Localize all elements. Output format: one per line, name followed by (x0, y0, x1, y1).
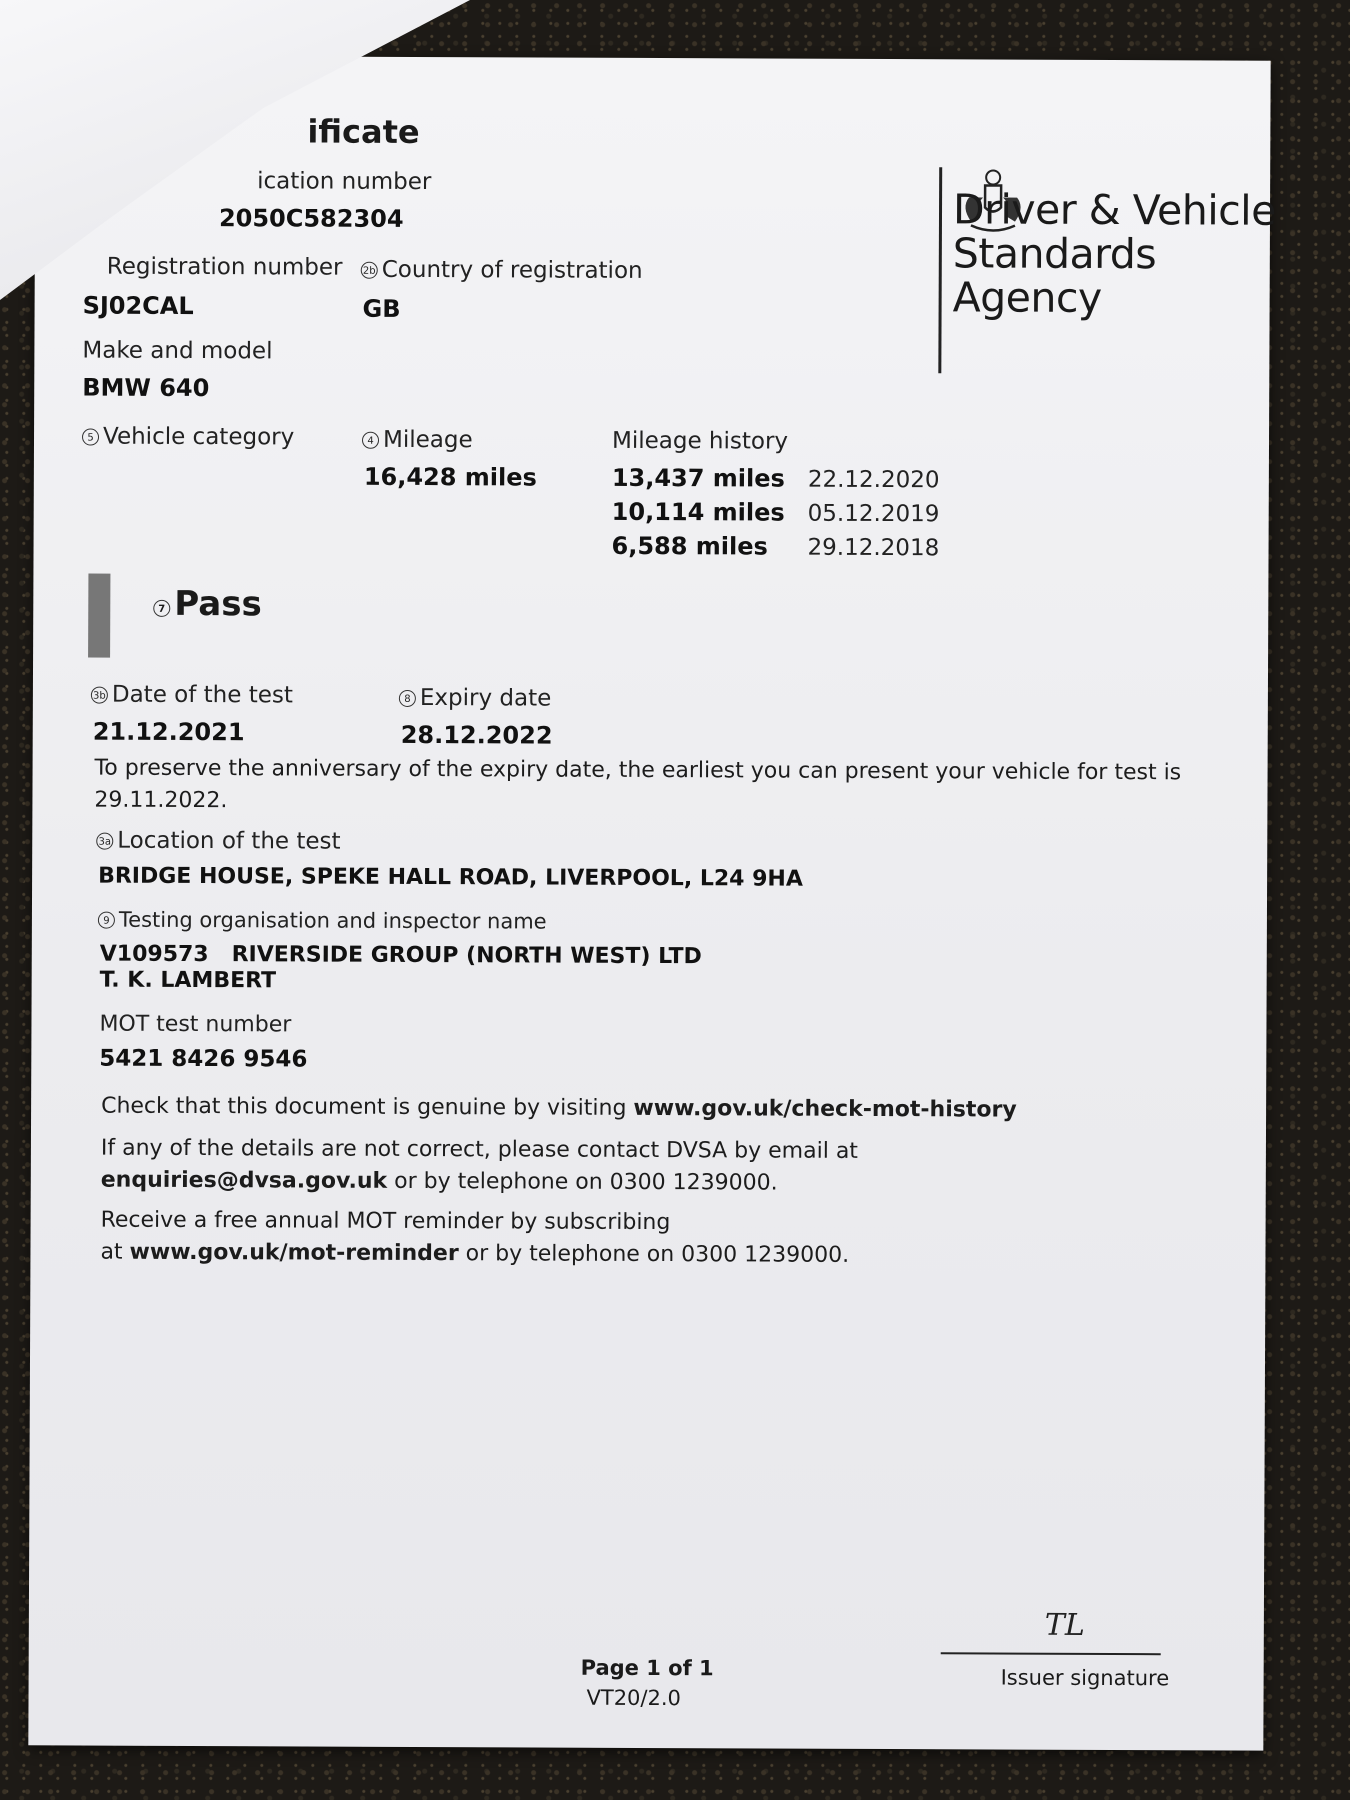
reminder-text-line1: Receive a free annual MOT reminder by subscribing (100, 1207, 671, 1236)
certificate-paper (28, 55, 1276, 1750)
issuer-signature-label: Issuer signature (1000, 1665, 1170, 1691)
expiry-note-line2: 29.11.2022. (94, 787, 228, 814)
check-genuine-text: Check that this document is genuine by visiting www.gov.uk/check-mot-history (101, 1093, 1017, 1123)
mileage-history-date: 22.12.2020 (807, 466, 940, 494)
organisation-label: 9 Testing organisation and inspector name (98, 908, 547, 934)
field-number-badge: 2b (361, 262, 378, 279)
field-number-badge: 9 (98, 912, 115, 929)
mot-reminder-link[interactable]: www.gov.uk/mot-reminder (129, 1239, 459, 1267)
registration-label: Registration number (106, 253, 343, 281)
contact-text-line1: If any of the details are not correct, please contact DVSA by email at (100, 1135, 859, 1164)
field-number-badge: 8 (399, 690, 416, 707)
organisation-value: V109573 RIVERSIDE GROUP (NORTH WEST) LTD (99, 941, 702, 970)
field-number-badge: 5 (82, 429, 99, 446)
make-model-value: BMW 640 (82, 373, 210, 403)
form-code: VT20/2.0 (586, 1685, 681, 1711)
mileage-value: 16,428 miles (363, 462, 537, 492)
mot-number-value: 5421 8426 9546 (99, 1045, 308, 1073)
field-number-badge: 4 (362, 432, 379, 449)
reminder-text-line2: at www.gov.uk/mot-reminder or by telephone on 0300 1239000. (100, 1239, 850, 1268)
certificate-number-label: ication number (257, 168, 432, 196)
expiry-date-label: 8 Expiry date (399, 685, 551, 712)
agency-name-line2: Standards (952, 229, 1157, 279)
agency-name-line3: Agency (952, 273, 1102, 322)
make-model-label: Make and model (82, 337, 273, 365)
mileage-history-date: 05.12.2019 (807, 500, 940, 528)
country-label: 2b Country of registration (361, 257, 643, 284)
result-marker-bar (88, 574, 110, 658)
mileage-history-label: Mileage history (611, 427, 789, 455)
test-date-label: 3b Date of the test (91, 682, 293, 709)
signature-line (941, 1652, 1161, 1655)
certificate-title: ificate (307, 112, 420, 151)
certificate-number-value: 2050C582304 (218, 204, 404, 233)
registration-value: SJ02CAL (82, 291, 194, 321)
contact-email-link[interactable]: enquiries@dvsa.gov.uk (100, 1167, 388, 1194)
country-value: GB (362, 294, 401, 323)
page-number: Page 1 of 1 (580, 1655, 714, 1681)
test-date-value: 21.12.2021 (92, 717, 245, 747)
field-number-badge: 3a (96, 833, 113, 850)
mileage-history-miles: 6,588 miles (611, 531, 768, 561)
vehicle-category-label: 5 Vehicle category (82, 424, 294, 451)
mileage-history-miles: 13,437 miles (611, 463, 785, 493)
field-number-badge: 7 (153, 600, 170, 617)
mileage-history-miles: 10,114 miles (611, 497, 785, 527)
expiry-date-value: 28.12.2022 (400, 720, 553, 750)
expiry-note-line1: To preserve the anniversary of the expiry date, the earliest you can present your vehicle for test is (94, 755, 1182, 786)
mileage-history-date: 29.12.2018 (807, 534, 940, 562)
result-pass: 7 Pass (153, 584, 262, 624)
logo-divider (938, 167, 942, 373)
issuer-signature-mark: TL (1044, 1607, 1085, 1643)
location-value: BRIDGE HOUSE, SPEKE HALL ROAD, LIVERPOOL, L24 9HA (98, 863, 803, 892)
location-label: 3a Location of the test (96, 828, 340, 855)
agency-name-line1: Driver & Vehicle (952, 185, 1276, 235)
inspector-name: T. K. LAMBERT (99, 967, 277, 994)
mot-number-label: MOT test number (99, 1011, 292, 1038)
check-mot-history-link[interactable]: www.gov.uk/check-mot-history (633, 1095, 1017, 1123)
mileage-label: 4 Mileage (362, 427, 473, 453)
contact-text-line2: enquiries@dvsa.gov.uk or by telephone on 0300 1239000. (100, 1167, 778, 1196)
field-number-badge: 3b (91, 687, 108, 704)
